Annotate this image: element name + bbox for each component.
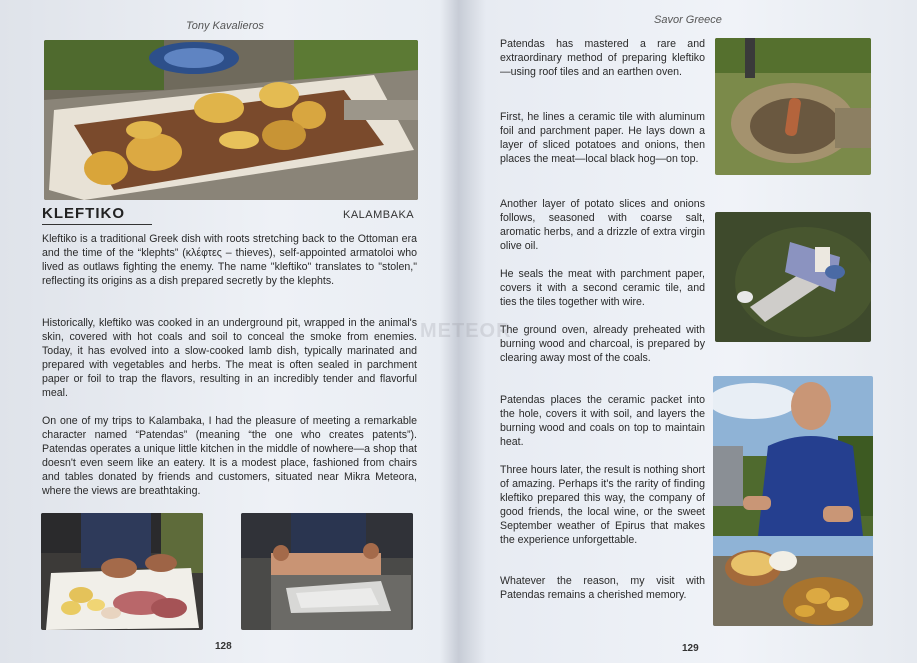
page-number-right: 129 [682, 643, 699, 654]
step-seal-paragraph: He seals the meat with parchment paper, covers it with a second ceramic tile, and ties the tiles together with wire. [500, 268, 705, 308]
kleftiko-dish-photo [44, 40, 418, 200]
ground-oven-photo [715, 38, 871, 175]
tile-foil-photo [241, 513, 413, 630]
intro-paragraph: Kleftiko is a traditional Greek dish with roots stretching back to the Ottoman era and the time of the “klephts” (κλέφτες – thieves), self-appointed armatoloi who lived as outlaws fighting the enemy. The name "kleftiko" translates to "stolen," reflecting its origins as a dish prepared secretly by the klephts. [42, 233, 417, 287]
title-underline [42, 224, 152, 225]
potato-slicing-photo [41, 513, 203, 630]
step-first-paragraph: First, he lines a ceramic tile with aluminum foil and parchment paper. He lays down a layer of sliced potatoes and onions, then places the meat—local black hog—on top. [500, 111, 705, 165]
running-head-left: Tony Kavalieros [186, 20, 264, 32]
watermark-text: METEOR [420, 320, 512, 342]
patendas-chef-photo [713, 376, 873, 626]
packet-paragraph: Patendas places the ceramic packet into the hole, covers it with soil, and layers the burning wood and coals on top to maintain heat. [500, 394, 705, 448]
left-page [0, 0, 455, 663]
closing-paragraph: Whatever the reason, my visit with Patendas remains a cherished memory. [500, 575, 705, 601]
step-second-paragraph: Another layer of potato slices and onions follows, seasoned with coarse salt, aromatic herbs, and a drizzle of extra virgin olive oil. [500, 198, 705, 252]
location-label: KALAMBAKA [343, 209, 415, 221]
kalambaka-paragraph: On one of my trips to Kalambaka, I had the pleasure of meeting a remarkable character named “Patendas” (meaning “the one who creates patents”). Patendas operates a unique little kitchen in the middle of nowhere—a shop that doesn't even seem like an eatery. It is a modest place, fashioned from chairs and tables donated by friends and customers, situated near Mikra Meteora, where the views are breathtaking. [42, 415, 417, 497]
history-paragraph: Historically, kleftiko was cooked in an underground pit, wrapped in the animal's skin, covered with hot coals and soil to conceal the smoke from enemies. Today, it has evolved into a slow-cooked lamb dish, typically marinated and prepared with vegetables and herbs. The meat is often sealed in parchment paper or foil to trap the flavors, resulting in an incredibly tender and flavorful meal. [42, 317, 417, 399]
right-page [462, 0, 917, 663]
recipe-title: KLEFTIKO [42, 205, 125, 222]
buried-packet-photo [715, 212, 871, 342]
result-paragraph: Three hours later, the result is nothing short of amazing. Perhaps it's the rarity of finding kleftiko prepared this way, the company of good friends, the local wine, or the sweet September weather of Epirus that makes the experience unforgettable. [500, 464, 705, 546]
oven-paragraph: The ground oven, already preheated with burning wood and charcoal, is prepared by clearing away most of the coals. [500, 324, 705, 364]
page-number-left: 128 [215, 641, 232, 652]
running-head-right: Savor Greece [654, 14, 722, 26]
method-intro-paragraph: Patendas has mastered a rare and extraordinary method of preparing kleftiko—using roof tiles and an earthen oven. [500, 38, 705, 78]
